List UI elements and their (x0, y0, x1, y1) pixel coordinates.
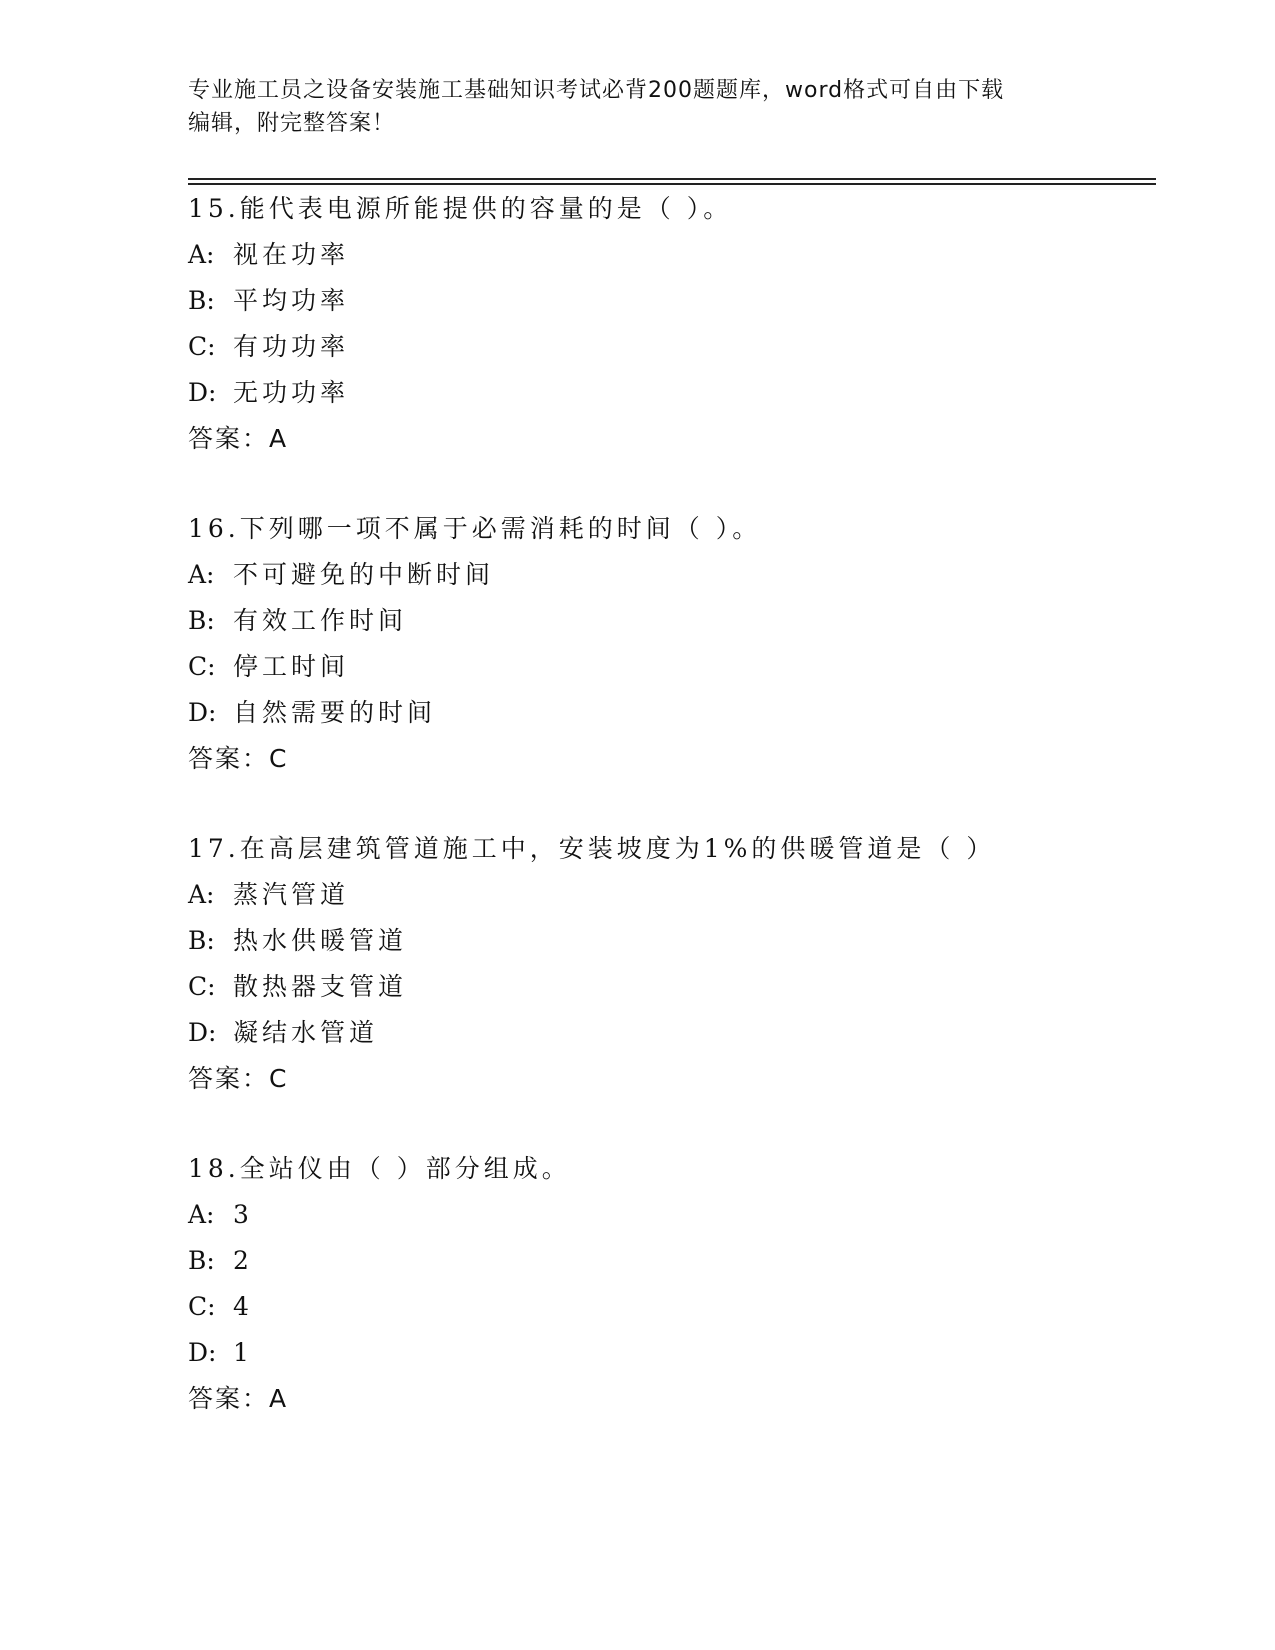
option-c (188, 324, 1148, 370)
option-label: C: (188, 332, 216, 361)
option-label: B: (188, 286, 215, 315)
question-stem: 15.能代表电源所能提供的容量的是（ ）。 (188, 194, 733, 223)
option-label: C: (188, 972, 216, 1001)
option-label: A: (188, 1200, 215, 1229)
option-label: B: (188, 606, 215, 635)
option-label: C: (188, 652, 216, 681)
option-text: 有效工作时间 (233, 606, 408, 635)
option-text: 停工时间 (233, 652, 350, 681)
option-b (188, 598, 1148, 644)
option-a (188, 872, 1148, 918)
option-text: 凝结水管道 (233, 1018, 379, 1047)
option-label: B: (188, 1246, 215, 1275)
question-18 (188, 1146, 1148, 1422)
option-label: D: (188, 1338, 217, 1367)
option-label: D: (188, 698, 217, 727)
question-stem: 16.下列哪一项不属于必需消耗的时间（ ）。 (188, 514, 762, 543)
question-15 (188, 186, 1148, 462)
document-header (188, 74, 1088, 140)
option-label: A: (188, 560, 215, 589)
option-a (188, 232, 1148, 278)
answer-line: 答案：A (188, 424, 289, 453)
option-b (188, 1238, 1148, 1284)
header-line-2: 编辑，附完整答案！ (188, 111, 396, 136)
option-text: 不可避免的中断时间 (233, 560, 495, 589)
option-text: 3 (233, 1200, 253, 1229)
option-text: 平均功率 (233, 286, 350, 315)
question-17 (188, 826, 1148, 1102)
header-divider-top (188, 178, 1156, 180)
option-text: 视在功率 (233, 240, 350, 269)
option-b (188, 278, 1148, 324)
answer-line: 答案：A (188, 1384, 289, 1413)
question-16 (188, 506, 1148, 782)
option-label: D: (188, 378, 217, 407)
option-text: 自然需要的时间 (233, 698, 437, 727)
option-text: 热水供暖管道 (233, 926, 408, 955)
option-a (188, 552, 1148, 598)
option-c (188, 964, 1148, 1010)
question-stem: 17.在高层建筑管道施工中，安装坡度为1%的供暖管道是（ ） (188, 834, 996, 863)
option-label: B: (188, 926, 215, 955)
option-text: 散热器支管道 (233, 972, 408, 1001)
option-text: 蒸汽管道 (233, 880, 350, 909)
option-label: C: (188, 1292, 216, 1321)
answer-line: 答案：C (188, 1064, 289, 1093)
option-label: D: (188, 1018, 217, 1047)
option-c (188, 644, 1148, 690)
option-text: 无功功率 (233, 378, 350, 407)
option-label: A: (188, 240, 215, 269)
option-d (188, 1010, 1148, 1056)
option-text: 有功功率 (233, 332, 350, 361)
option-text: 1 (233, 1338, 253, 1367)
option-text: 4 (233, 1292, 253, 1321)
header-divider-bottom (188, 183, 1156, 185)
option-label: A: (188, 880, 215, 909)
option-text: 2 (233, 1246, 253, 1275)
option-d (188, 690, 1148, 736)
option-c (188, 1284, 1148, 1330)
header-line-1: 专业施工员之设备安装施工基础知识考试必背200题题库，word格式可自由下载 (188, 78, 1005, 103)
answer-line: 答案：C (188, 744, 289, 773)
question-stem: 18.全站仪由（ ）部分组成。 (188, 1154, 571, 1183)
option-d (188, 370, 1148, 416)
option-a (188, 1192, 1148, 1238)
option-d (188, 1330, 1148, 1376)
option-b (188, 918, 1148, 964)
